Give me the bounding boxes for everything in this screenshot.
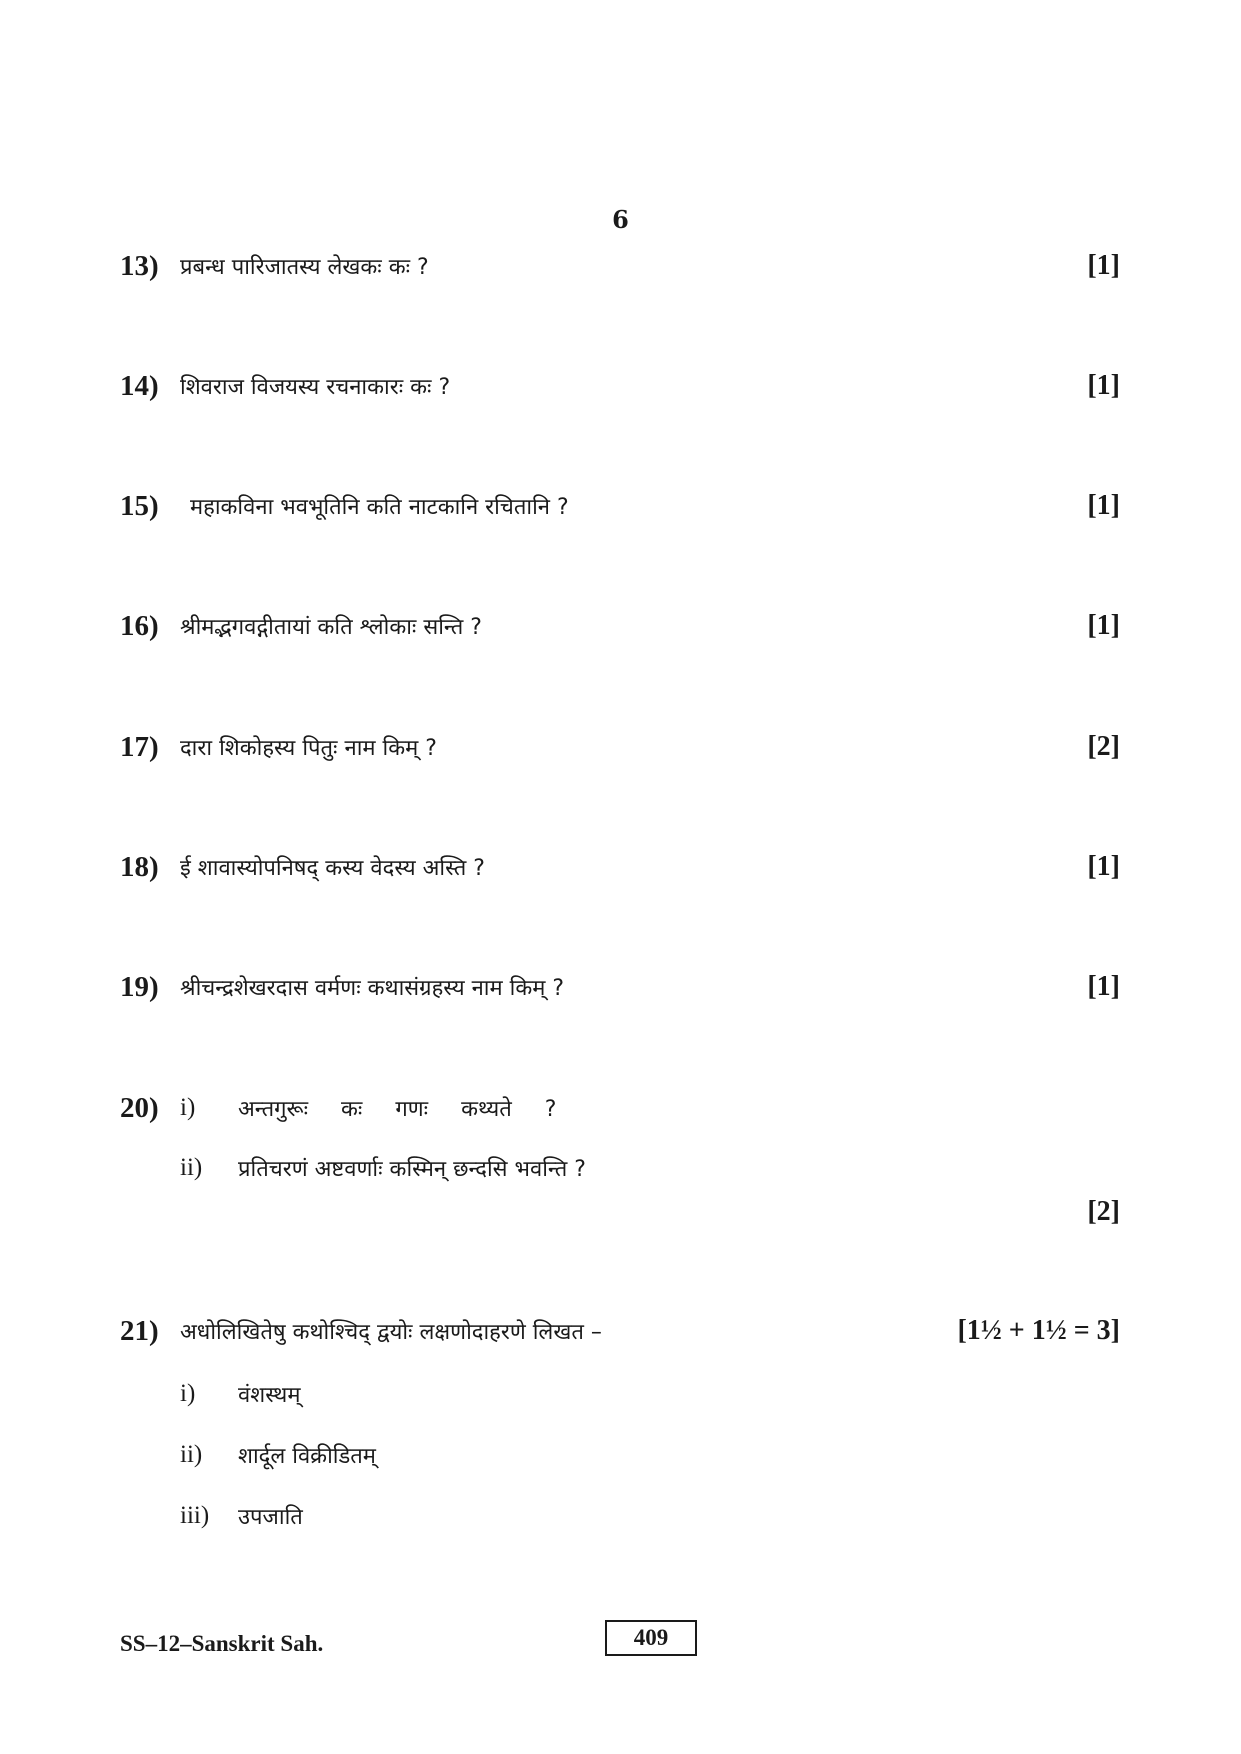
question-20 [120,1088,1120,1128]
question-20-marks-row [120,1192,1120,1232]
question-marks: [1] [1087,851,1120,882]
question-marks: [1] [1087,370,1120,401]
subpart-label: i) [180,1380,196,1407]
question-text: महाकविना भवभूतिनि कति नाटकानि रचितानि ? [190,495,569,520]
question-text: ई शावास्योपनिषद् कस्य वेदस्य अस्ति ? [180,856,485,881]
subpart-label: ii) [180,1154,203,1181]
question-text: प्रबन्ध पारिजातस्य लेखकः कः ? [180,255,429,280]
question-number: 19) [120,970,159,1003]
page-number: 6 [612,205,629,234]
question-marks: [1½ + 1½ = 3] [957,1315,1120,1346]
question-marks: [2] [1087,731,1120,762]
question-14 [120,366,1120,406]
subpart-text: उपजाति [238,1505,303,1530]
question-19 [120,967,1120,1007]
question-number: 15) [120,489,159,522]
question-number: 16) [120,609,159,642]
question-number: 14) [120,369,159,402]
question-marks: [1] [1087,250,1120,281]
question-21-part-ii [180,1437,376,1473]
question-number: 13) [120,249,159,282]
question-21 [120,1311,1120,1351]
question-marks: [1] [1087,971,1120,1002]
subpart-label: ii) [180,1441,203,1468]
question-15 [120,486,1120,526]
question-21-part-iii [180,1498,303,1534]
question-text: दारा शिकोहस्य पितुः नाम किम् ? [180,736,437,761]
question-marks: [1] [1087,610,1120,641]
question-text: श्रीमद्भगवद्गीतायां कति श्लोकाः सन्ति ? [180,615,482,640]
question-marks: [1] [1087,490,1120,521]
question-number: 18) [120,850,159,883]
question-21-part-i [180,1376,301,1412]
page-code-box: 409 [605,1620,697,1656]
question-17 [120,727,1120,767]
question-number: 21) [120,1314,159,1347]
subpart-text: वंशस्थम् [238,1383,301,1408]
question-number: 20) [120,1091,159,1124]
question-text: श्रीचन्द्रशेखरदास वर्मणः कथासंग्रहस्य नाम किम् ? [180,976,565,1001]
question-16 [120,606,1120,646]
question-20-part-ii [180,1150,586,1186]
paper-code: SS–12–Sanskrit Sah. [120,1631,324,1656]
subpart-text: प्रतिचरणं अष्टवर्णाः कस्मिन् छन्दसि भवन्ति ? [238,1157,586,1182]
subpart-label: iii) [180,1502,210,1529]
subpart-text: शार्दूल विक्रीडितम् [238,1444,376,1469]
question-18 [120,847,1120,887]
question-13 [120,246,1120,286]
question-marks: [2] [1087,1196,1120,1227]
subpart-label: i) [180,1094,196,1121]
subpart-text: अन्तगुरूः कः गणः कथ्यते ? [238,1097,557,1122]
question-text: शिवराज विजयस्य रचनाकारः कः ? [180,375,451,400]
question-number: 17) [120,730,159,763]
question-text: अधोलिखितेषु कथोश्चिद् द्वयोः लक्षणोदाहरणे लिखत – [180,1320,602,1345]
